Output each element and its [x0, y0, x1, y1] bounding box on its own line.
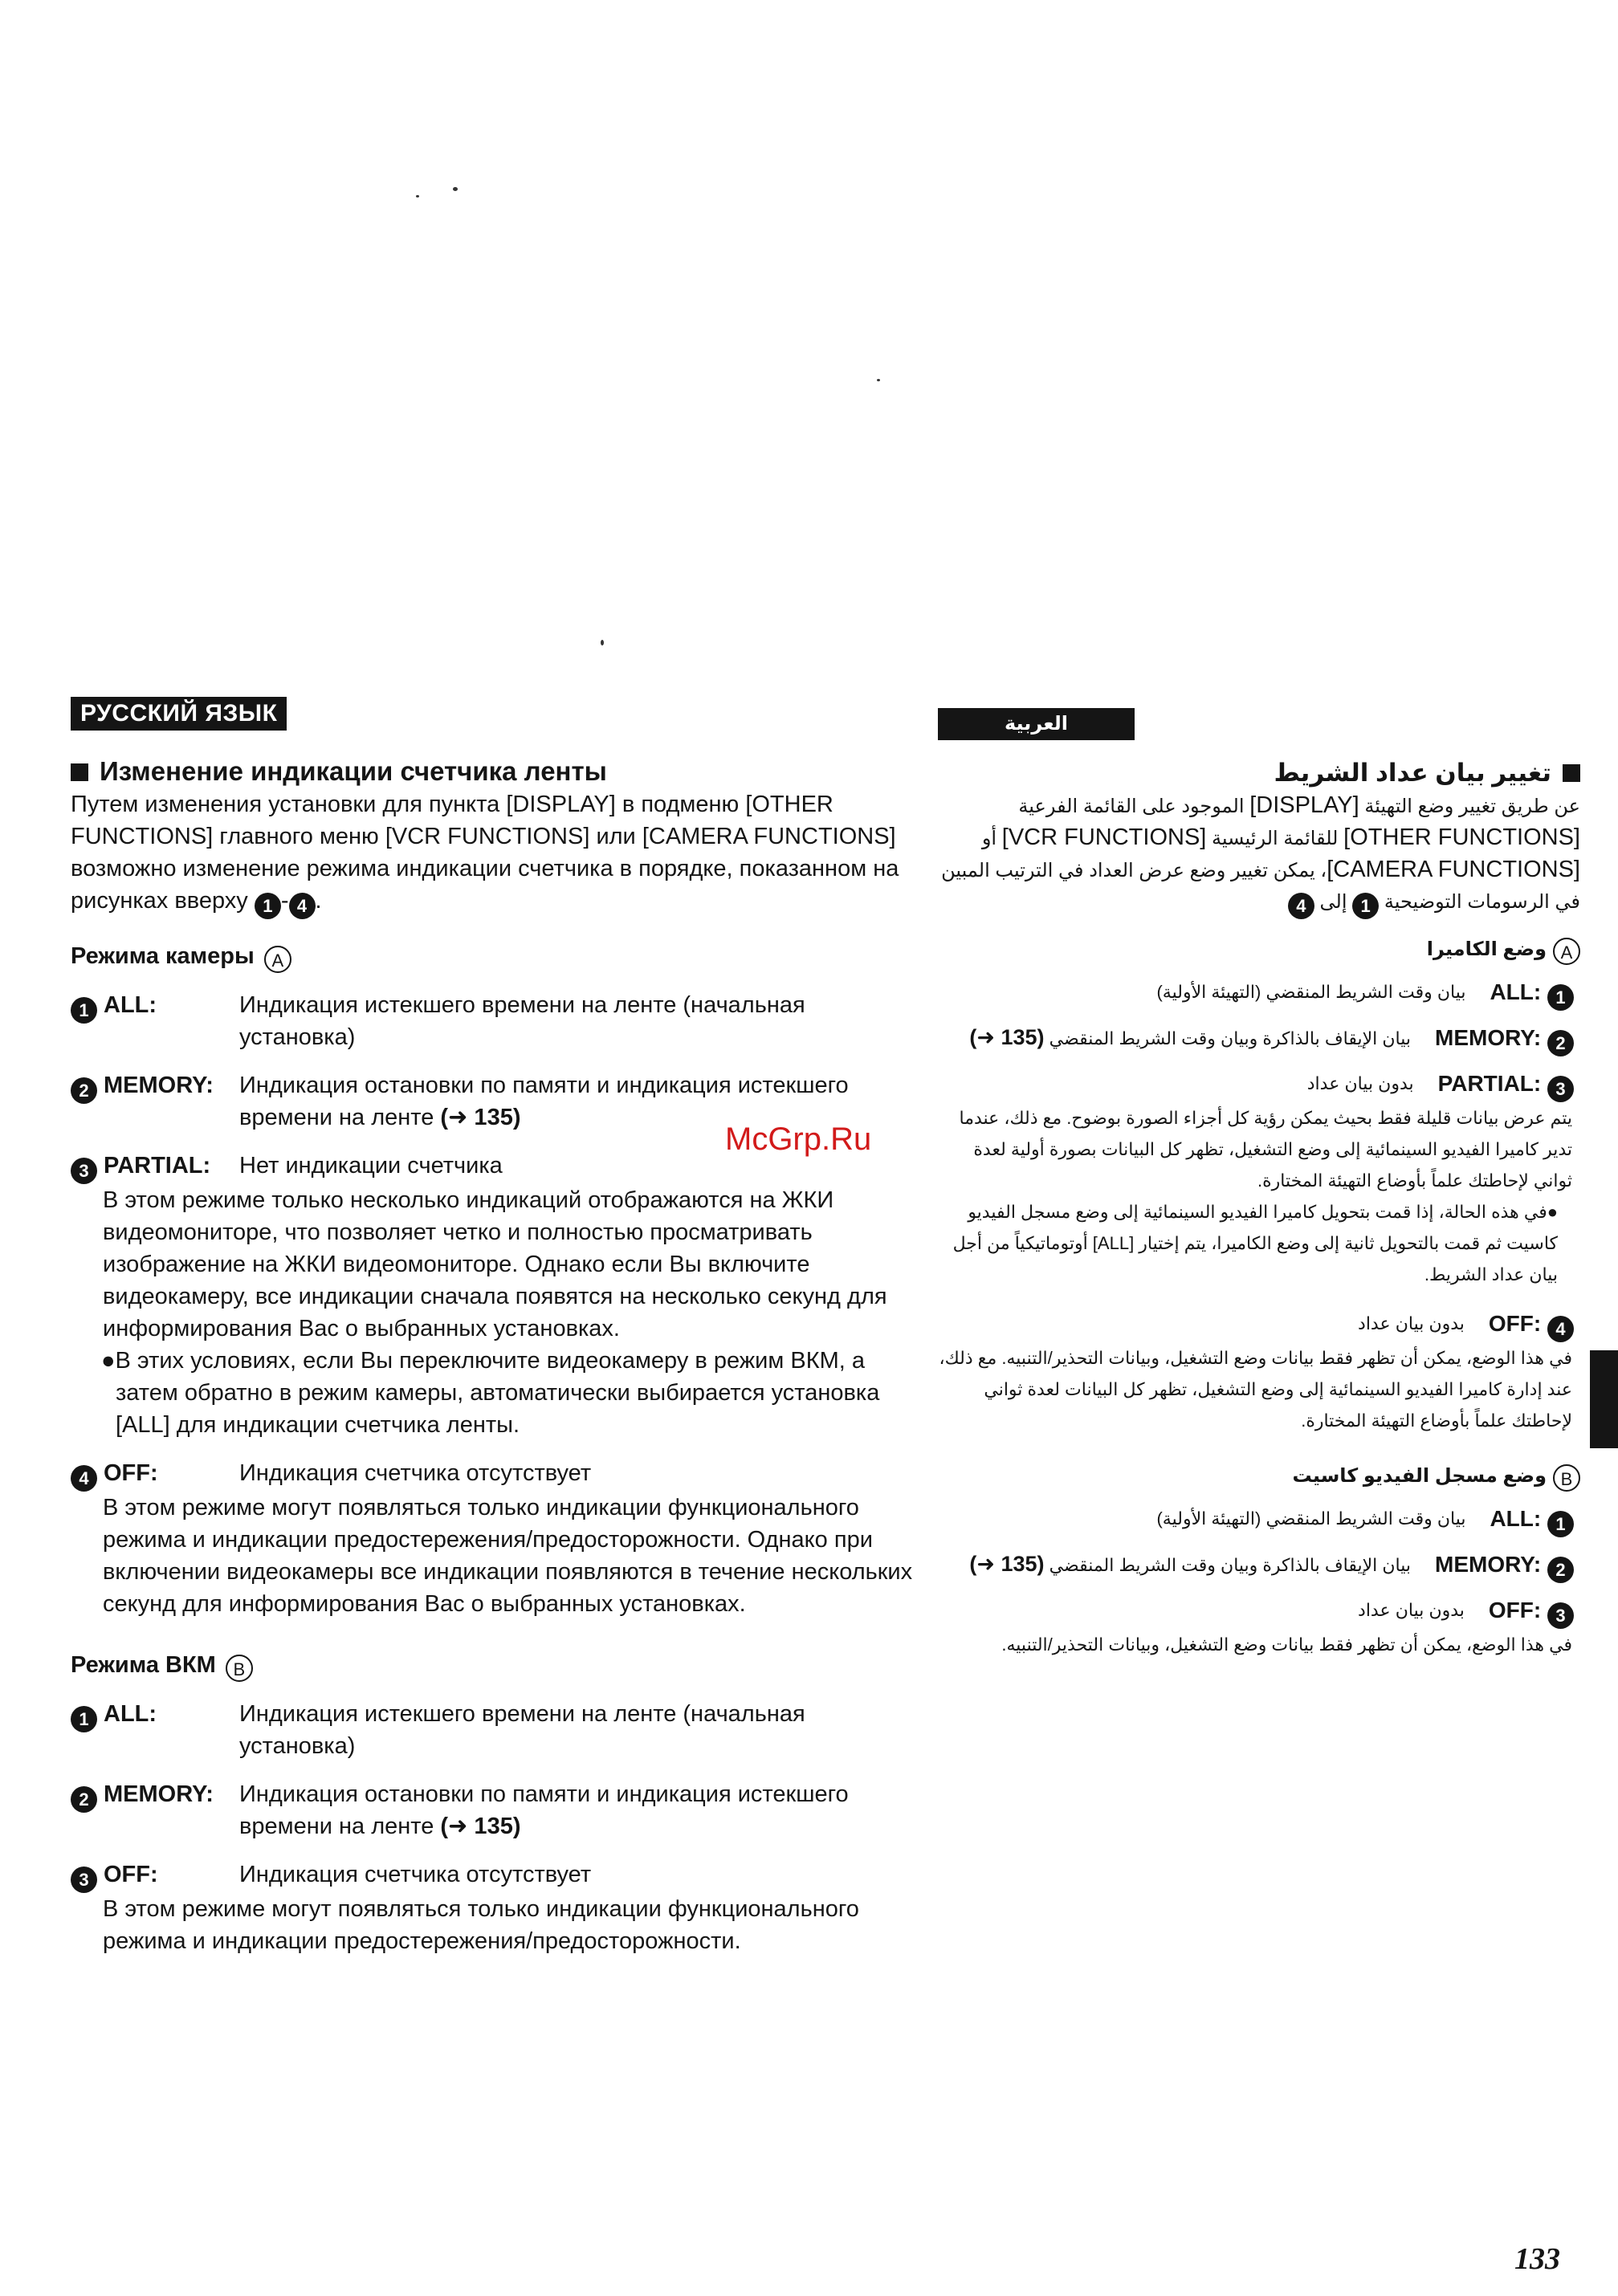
number-1-icon: 1: [71, 997, 97, 1024]
section-heading: تغيير بيان عداد الشريط: [938, 756, 1580, 790]
page-reference: (➜ 135): [440, 1105, 521, 1130]
scan-speck: [416, 195, 419, 197]
item-body: В этом режиме только несколько индикаций отображаются на ЖКИ видеомониторе, что позволяет четко и полностью просматривать изображение на ЖКИ видеомониторе. Однако если Вы включите видеокамеру, все индикации сначала появятся на несколько секунд для информирования Вас о выбранных установках.: [103, 1187, 887, 1341]
page-number: 133: [1514, 2242, 1560, 2276]
number-4-icon: 4: [71, 1465, 97, 1492]
number-2-icon: 2: [71, 1077, 97, 1104]
list-item: 3 OFF: Индикация счетчика отсутствует В этом режиме могут появляться только индикации функционального режима и индикации предостережения/предосторожности.: [71, 1858, 922, 1957]
number-1-icon: 1: [255, 893, 281, 919]
number-2-icon: 2: [1547, 1557, 1574, 1583]
circled-b-icon: B: [226, 1655, 253, 1682]
list-item: 3 OFF: بدون بيان عداد في هذا الوضع، يمكن أن تظهر فقط بيانات وضع التشغيل، وبيانات التحذير/التنبيه.: [938, 1594, 1580, 1660]
list-item: 1 ALL: بيان وقت الشريط المنقضي (التهيئة الأولية): [938, 976, 1580, 1011]
page-reference: (➜ 135): [969, 1552, 1045, 1576]
watermark: McGrp.Ru: [725, 1122, 872, 1157]
number-3-icon: 3: [71, 1158, 97, 1184]
square-bullet-icon: [1563, 764, 1580, 782]
page-reference: (➜ 135): [440, 1814, 521, 1839]
camera-mode-title: Режима камеры A: [71, 940, 922, 973]
russian-column: [71, 697, 922, 1957]
item-body: يتم عرض بيانات قليلة فقط بحيث يمكن رؤية كل أجزاء الصورة بوضوح. مع ذلك، عندما تدير كاميرا الفيديو السينمائية إلى وضع التشغيل، تظهر كل البيانات بصورة أولية لعدة ثواني لإحاطتك علماً بأوضاع التهيئة المختارة.: [959, 1108, 1572, 1191]
list-item: 2 MEMORY: Индикация остановки по памяти и индикация истекшего времени на ленте (➜ 135): [71, 1069, 922, 1134]
list-item: 3 PARTIAL: Нет индикации счетчика В этом режиме только несколько индикаций отображаются на ЖКИ видеомониторе, что позволяет четко и полностью просматривать изображение на ЖКИ видеомониторе. Однако если Вы включите видеокамеру, все индикации сначала появятся на несколько секунд для информирования Вас о выбранных установках. ●В этих условиях, если Вы переключите видеокамеру в режим ВКМ, а затем обратно в режим камеры, автоматически выбирается установка [ALL] для индикации счетчика ленты.: [71, 1150, 922, 1441]
camera-mode-title: Aوضع الكاميرا: [938, 934, 1580, 965]
list-item: 4 OFF: بدون بيان عداد في هذا الوضع، يمكن أن تظهر فقط بيانات وضع التشغيل، وبيانات التحذير/التنبيه. مع ذلك، عند إدارة كاميرا الفيديو السينمائية إلى وضع التشغيل، تظهر كل البيانات لعدة ثواني لإحاطتك علماً بأوضاع التهيئة المختارة.: [938, 1308, 1580, 1436]
section-heading: Изменение индикации счетчика ленты: [71, 755, 922, 788]
number-1-icon: 1: [1547, 1511, 1574, 1537]
scan-speck: [601, 640, 604, 645]
item-body: В этом режиме могут появляться только индикации функционального режима и индикации предостережения/предосторожности.: [103, 1896, 859, 1954]
list-item: 2 MEMORY: بيان الإيقاف بالذاكرة وبيان وقت الشريط المنقضي (➜ 135): [938, 1022, 1580, 1056]
list-item: 1 ALL: Индикация истекшего времени на ленте (начальная установка): [71, 1698, 922, 1762]
number-3-icon: 3: [1547, 1076, 1574, 1102]
circled-a-icon: A: [1553, 938, 1580, 965]
list-item: 3 PARTIAL: بدون بيان عداد يتم عرض بيانات قليلة فقط بحيث يمكن رؤية كل أجزاء الصورة بوضوح. مع ذلك، عندما تدير كاميرا الفيديو السينمائية إلى وضع التشغيل، تظهر كل البيانات بصورة أولية لعدة ثواني لإحاطتك علماً بأوضاع التهيئة المختارة. ●في هذه الحالة، إذا قمت بتحويل كاميرا الفيديو السينمائية إلى وضع مسجل الفيديو كاسيت ثم قمت بالتحويل ثانية إلى وضع الكاميرا، يتم إختيار [ALL] أوتوماتيكياً من أجل بيان عداد الشريط.: [938, 1068, 1580, 1290]
number-4-icon: 4: [1288, 893, 1314, 919]
number-1-icon: 1: [71, 1706, 97, 1732]
list-item: 4 OFF: Индикация счетчика отсутствует В этом режиме могут появляться только индикации функционального режима и индикации предостережения/предосторожности. Однако при включении видеокамеры все индикации появляются в течение нескольких секунд для информирования Вас о выбранных установках.: [71, 1457, 922, 1620]
arabic-column: [938, 708, 1580, 1660]
scan-speck: [453, 187, 458, 191]
number-1-icon: 1: [1352, 893, 1379, 919]
number-2-icon: 2: [71, 1786, 97, 1813]
page-reference: (➜ 135): [969, 1025, 1045, 1049]
list-item: 2 MEMORY: Индикация остановки по памяти и индикация истекшего времени на ленте (➜ 135): [71, 1778, 922, 1842]
vcr-mode-title: Режима ВКМ B: [71, 1649, 922, 1682]
circled-a-icon: A: [264, 946, 291, 973]
item-body: في هذا الوضع، يمكن أن تظهر فقط بيانات وضع التشغيل، وبيانات التحذير/التنبيه.: [1001, 1634, 1572, 1655]
list-item: 2 MEMORY: بيان الإيقاف بالذاكرة وبيان وقت الشريط المنقضي (➜ 135): [938, 1549, 1580, 1583]
language-label: РУССКИЙ ЯЗЫК: [71, 697, 287, 731]
circled-b-icon: B: [1553, 1464, 1580, 1492]
item-body: В этом режиме могут появляться только индикации функционального режима и индикации предостережения/предосторожности. Однако при включении видеокамеры все индикации появляются в течение нескольких секунд для информирования Вас о выбранных установках.: [103, 1495, 913, 1617]
intro-paragraph: عن طريق تغيير وضع التهيئة [DISPLAY] الموجود على القائمة الفرعية [OTHER FUNCTIONS] للقائمة الرئيسية [VCR FUNCTIONS] أو [CAMERA FUNCTIONS]، يمكن تغيير وضع عرض العداد في الترتيب المبين في الرسومات التوضيحية 1 إلى 4: [938, 790, 1580, 919]
intro-paragraph: Путем изменения установки для пункта [DISPLAY] в подменю [OTHER FUNCTIONS] главного меню [VCR FUNCTIONS] или [CAMERA FUNCTIONS] возможно изменение режима индикации счетчика в порядке, показанном на рисунках вверху 1 - 4 .: [71, 788, 922, 919]
number-3-icon: 3: [71, 1867, 97, 1893]
vcr-mode-title: Bوضع مسجل الفيديو كاسيت: [938, 1460, 1580, 1492]
item-body: في هذا الوضع، يمكن أن تظهر فقط بيانات وضع التشغيل، وبيانات التحذير/التنبيه. مع ذلك، عند إدارة كاميرا الفيديو السينمائية إلى وضع التشغيل، تظهر كل البيانات لعدة ثواني لإحاطتك علماً بأوضاع التهيئة المختارة.: [939, 1348, 1572, 1431]
section-edge-tab: [1590, 1350, 1618, 1448]
list-item: 1 ALL: بيان وقت الشريط المنقضي (التهيئة الأولية): [938, 1503, 1580, 1537]
square-bullet-icon: [71, 763, 88, 781]
number-3-icon: 3: [1547, 1602, 1574, 1629]
number-4-icon: 4: [1547, 1316, 1574, 1342]
bullet-note: ●В этих условиях, если Вы переключите видеокамеру в режим ВКМ, а затем обратно в режим камеры, автоматически выбирается установка [ALL] для индикации счетчика ленты.: [101, 1348, 880, 1438]
list-item: 1 ALL: Индикация истекшего времени на ленте (начальная установка): [71, 989, 922, 1053]
language-label: العربية: [938, 708, 1135, 740]
scan-speck: [877, 379, 880, 381]
number-4-icon: 4: [289, 893, 316, 919]
bullet-note: ●في هذه الحالة، إذا قمت بتحويل كاميرا الفيديو السينمائية إلى وضع مسجل الفيديو كاسيت ثم قمت بالتحويل ثانية إلى وضع الكاميرا، يتم إختيار [ALL] أوتوماتيكياً من أجل بيان عداد الشريط.: [952, 1202, 1558, 1284]
number-2-icon: 2: [1547, 1030, 1574, 1056]
number-1-icon: 1: [1547, 984, 1574, 1011]
